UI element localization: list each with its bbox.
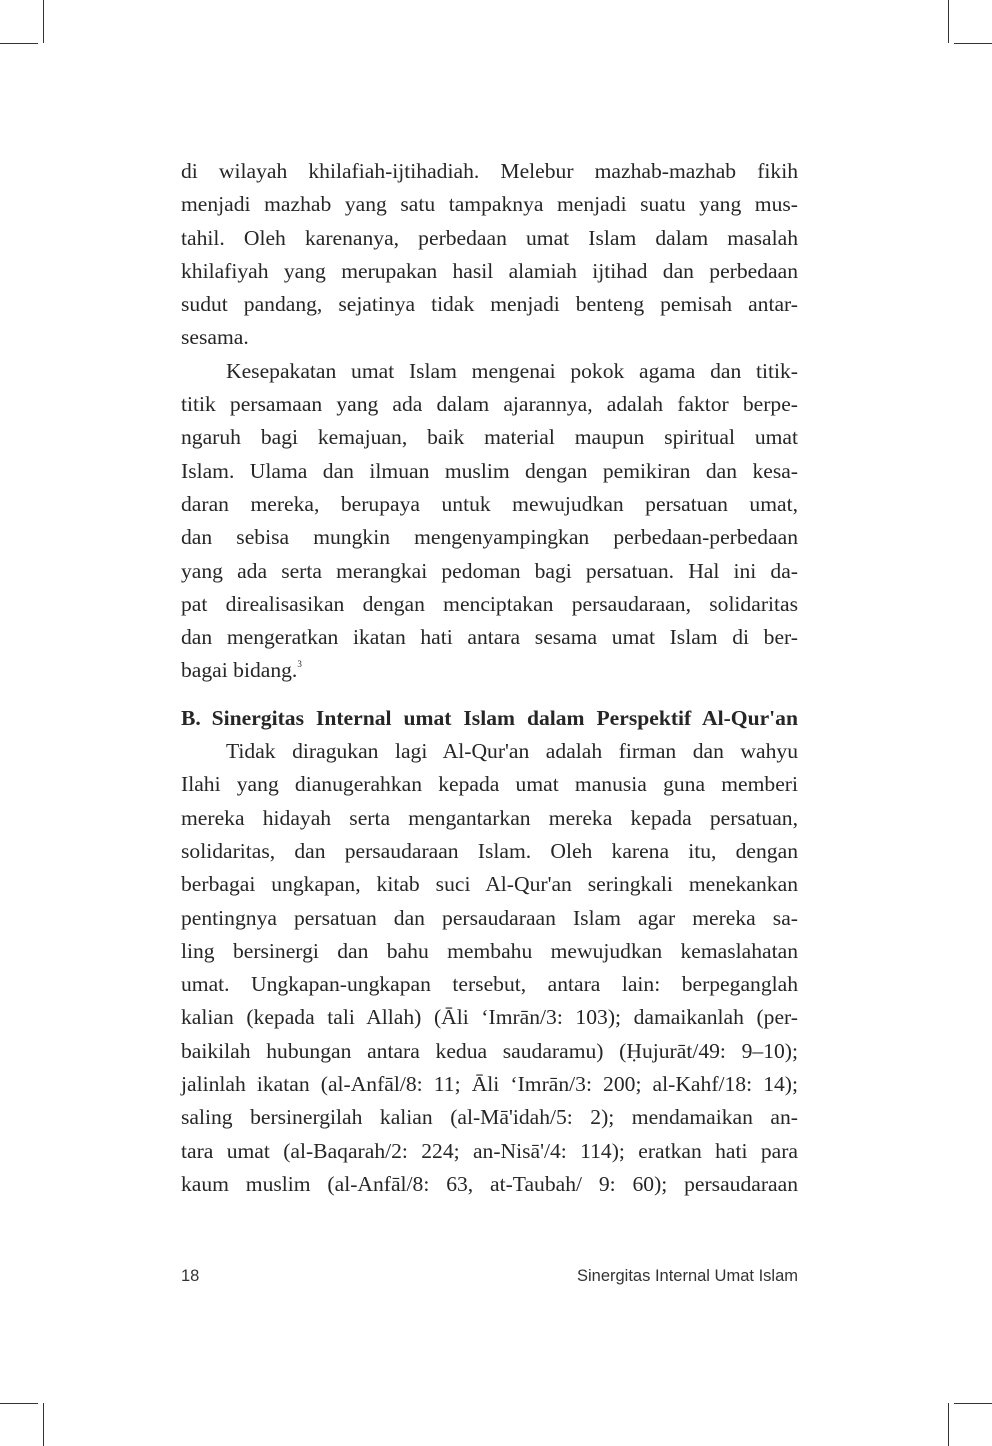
page-footer [181, 1267, 798, 1291]
text-line: pat direalisasikan dengan menciptakan persaudaraan, solidaritas [181, 591, 798, 616]
footnote-reference[interactable]: 3 [297, 659, 302, 670]
text-line: baikilah hubungan antara kedua saudaramu) (Ḥujurāt/49: 9–10); [181, 1038, 798, 1063]
text-line: mereka hidayah serta mengantarkan mereka kepada persatuan, [181, 805, 798, 830]
body-text [181, 155, 798, 1201]
text-line: kalian (kepada tali Allah) (Āli ʻImrān/3: 103); damaikanlah (per- [181, 1005, 798, 1030]
crop-mark [43, 0, 44, 43]
text-line: dan mengeratkan ikatan hati antara sesama umat Islam di ber- [181, 625, 798, 650]
paragraph-3 [181, 735, 798, 1201]
text-line: yang ada serta merangkai pedoman bagi persatuan. Hal ini da- [181, 558, 798, 583]
text-line: Kesepakatan umat Islam mengenai pokok agama dan titik- [226, 358, 798, 383]
text-line: tahil. Oleh karenanya, perbedaan umat Islam dalam masalah [181, 225, 798, 250]
text-line: jalinlah ikatan (al-Anfāl/8: 11; Āli ʻImrān/3: 200; al-Kahf/18: 14); [181, 1072, 798, 1097]
crop-mark [948, 0, 949, 43]
crop-mark [954, 1403, 992, 1404]
text-line: umat. Ungkapan-ungkapan tersebut, antara lain: berpeganglah [181, 972, 798, 997]
page-number: 18 [181, 1267, 200, 1285]
text-line: solidaritas, dan persaudaraan Islam. Oleh karena itu, dengan [181, 838, 798, 863]
paragraph-1 [181, 155, 798, 355]
text-line: Ilahi yang dianugerahkan kepada umat manusia guna memberi [181, 772, 798, 797]
text-line: menjadi mazhab yang satu tampaknya menjadi suatu yang mus- [181, 192, 798, 217]
text-line: saling bersinergilah kalian (al-Mā'idah/5: 2); mendamaikan an- [181, 1105, 798, 1130]
running-head: Sinergitas Internal Umat Islam [576, 1267, 798, 1285]
text-line: tara umat (al-Baqarah/2: 224; an-Nisā'/4: 114); eratkan hati para [181, 1138, 798, 1163]
text-line: kaum muslim (al-Anfāl/8: 63, at-Taubah/ 9: 60); persaudaraan [181, 1171, 798, 1196]
paragraph-2 [181, 355, 798, 688]
text-line: di wilayah khilafiah-ijtihadiah. Melebur mazhab-mazhab fikih [181, 159, 798, 183]
section-heading: B. Sinergitas Internal umat Islam dalam Perspektif Al-Qur'an [181, 705, 798, 730]
text-line: ngaruh bagi kemajuan, baik material maupun spiritual umat [181, 425, 798, 450]
crop-mark [0, 43, 38, 44]
text-line: bagai bidang.$^3$ [181, 658, 302, 683]
crop-mark [43, 1403, 44, 1446]
text-line: Tidak diragukan lagi Al-Qur'an adalah firman dan wahyu [226, 739, 798, 764]
text-line: sudut pandang, sejatinya tidak menjadi benteng pemisah antar- [181, 292, 798, 317]
text-line: titik persamaan yang ada dalam ajarannya, adalah faktor berpe- [181, 392, 798, 417]
crop-mark [0, 1403, 38, 1404]
text-line: sesama. [181, 325, 249, 350]
text-line: daran mereka, berupaya untuk mewujudkan persatuan umat, [181, 491, 798, 516]
text-line: ling bersinergi dan bahu membahu mewujudkan kemaslahatan [181, 938, 798, 963]
text-line: Islam. Ulama dan ilmuan muslim dengan pemikiran dan kesa- [181, 458, 798, 483]
text-line: dan sebisa mungkin mengenyampingkan perbedaan-perbedaan [181, 525, 798, 550]
crop-mark [954, 43, 992, 44]
crop-mark [948, 1403, 949, 1446]
text-line: pentingnya persatuan dan persaudaraan Islam agar mereka sa- [181, 905, 798, 930]
text-line: berbagai ungkapan, kitab suci Al-Qur'an seringkali menekankan [181, 872, 798, 897]
text-line: khilafiyah yang merupakan hasil alamiah ijtihad dan perbedaan [181, 258, 798, 283]
